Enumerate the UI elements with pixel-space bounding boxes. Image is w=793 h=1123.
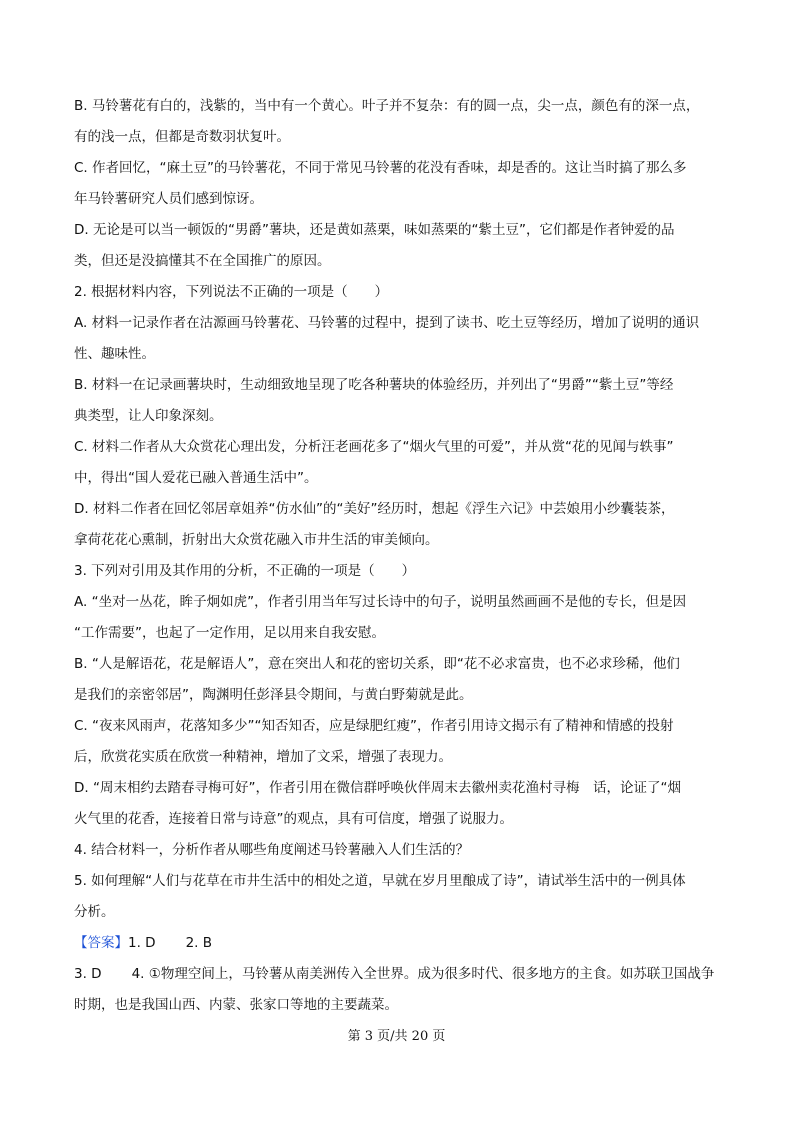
text-line: D. 材料二作者在回忆邻居章姐养“仿水仙”的“美好”经历时，想起《浮生六记》中芸娘用小纱囊装茶， [74, 501, 675, 517]
text-line: 有的浅一点，但都是奇数羽状复叶。 [74, 129, 290, 145]
text-line: C. 作者回忆，“麻土豆”的马铃薯花，不同于常见马铃薯的花没有香味，却是香的。这让当时搞了那么多 [74, 160, 687, 176]
page-content [74, 94, 726, 1024]
text-line: A. 材料一记录作者在沽源画马铃薯花、马铃薯的过程中，提到了读书、吃土豆等经历，增加了说明的通识 [74, 315, 700, 331]
answer-line: 时期，也是我国山西、内蒙、张家口等地的主要蔬菜。 [74, 997, 398, 1013]
text-line: 火气里的花香，连接着日常与诗意”的观点，具有可信度，增强了说服力。 [74, 811, 513, 827]
answer-q1: 1. D [128, 935, 156, 951]
answer-q2: 2. B [185, 935, 213, 951]
text-line: “工作需要”，也起了一定作用，足以用来自我安慰。 [74, 625, 385, 641]
text-line: 后，欣赏花实质在欣赏一种精神，增加了文采，增强了表现力。 [74, 749, 452, 765]
text-line: C. “夜来风雨声，花落知多少”“知否知否，应是绿肥红瘦”，作者引用诗文揭示有了精神和情感的投射 [74, 718, 674, 734]
text-line: 分析。 [74, 904, 115, 920]
text-line: D. “周末相约去踏春寻梅可好”，作者引用在微信群呼唤伙伴周末去徽州卖花渔村寻梅 话，论证了“烟 [74, 780, 681, 796]
text-line: 是我们的亲密邻居”，陶渊明任彭泽县令期间，与黄白野菊就是此。 [74, 687, 473, 703]
text-line: B. 材料一在记录画薯块时，生动细致地呈现了吃各种薯块的体验经历，并列出了“男爵”“紫土豆”等经 [74, 377, 674, 393]
answer-line [74, 962, 726, 993]
text-line: A. “坐对一丛花，眸子炯如虎”，作者引用当年写过长诗中的句子，说明虽然画画不是他的专长，但是因 [74, 594, 687, 610]
page-footer: 第 3 页/共 20 页 [347, 1029, 446, 1044]
answer-line [74, 931, 726, 962]
text-line: D. 无论是可以当一顿饭的“男爵”薯块，还是黄如蒸栗，味如蒸栗的“紫土豆”，它们都是作者钟爱的品 [74, 222, 675, 238]
answer-q3: 3. D [74, 966, 102, 982]
question-2: 2. 根据材料内容，下列说法不正确的一项是（ ） [74, 284, 389, 300]
text-line: 年马铃薯研究人员们感到惊讶。 [74, 191, 263, 207]
text-line: 中，得出“国人爱花已融入普通生活中”。 [74, 470, 318, 486]
text-line: 类，但还是没搞懂其不在全国推广的原因。 [74, 253, 331, 269]
text-line: B. “人是解语花，花是解语人”，意在突出人和花的密切关系，即“花不必求富贵，也不必求珍稀，他们 [74, 656, 680, 672]
question-3: 3. 下列对引用及其作用的分析，不正确的一项是（ ） [74, 563, 416, 579]
text-line: 性、趣味性。 [74, 346, 155, 362]
answer-q4-text: 4. ①物理空间上，马铃薯从南美洲传入全世界。成为很多时代、很多地方的主食。如苏联卫国战争 [131, 966, 715, 982]
text-line: B. 马铃薯花有白的，浅紫的，当中有一个黄心。叶子并不复杂：有的圆一点，尖一点，颜色有的深一点， [74, 98, 700, 114]
text-line: 拿荷花花心熏制，折射出大众赏花融入市井生活的审美倾向。 [74, 532, 439, 548]
text-line: 典类型，让人印象深刻。 [74, 408, 223, 424]
question-5: 5. 如何理解“人们与花草在市井生活中的相处之道，早就在岁月里酿成了诗”，请试举生活中的一例具体 [74, 873, 686, 889]
text-line: C. 材料二作者从大众赏花心理出发，分析汪老画花多了“烟火气里的可爱”，并从赏“花的见闻与轶事” [74, 439, 674, 455]
question-4: 4. 结合材料一，分析作者从哪些角度阐述马铃薯融入人们生活的？ [74, 842, 470, 858]
answer-label: 【答案】 [74, 935, 128, 951]
